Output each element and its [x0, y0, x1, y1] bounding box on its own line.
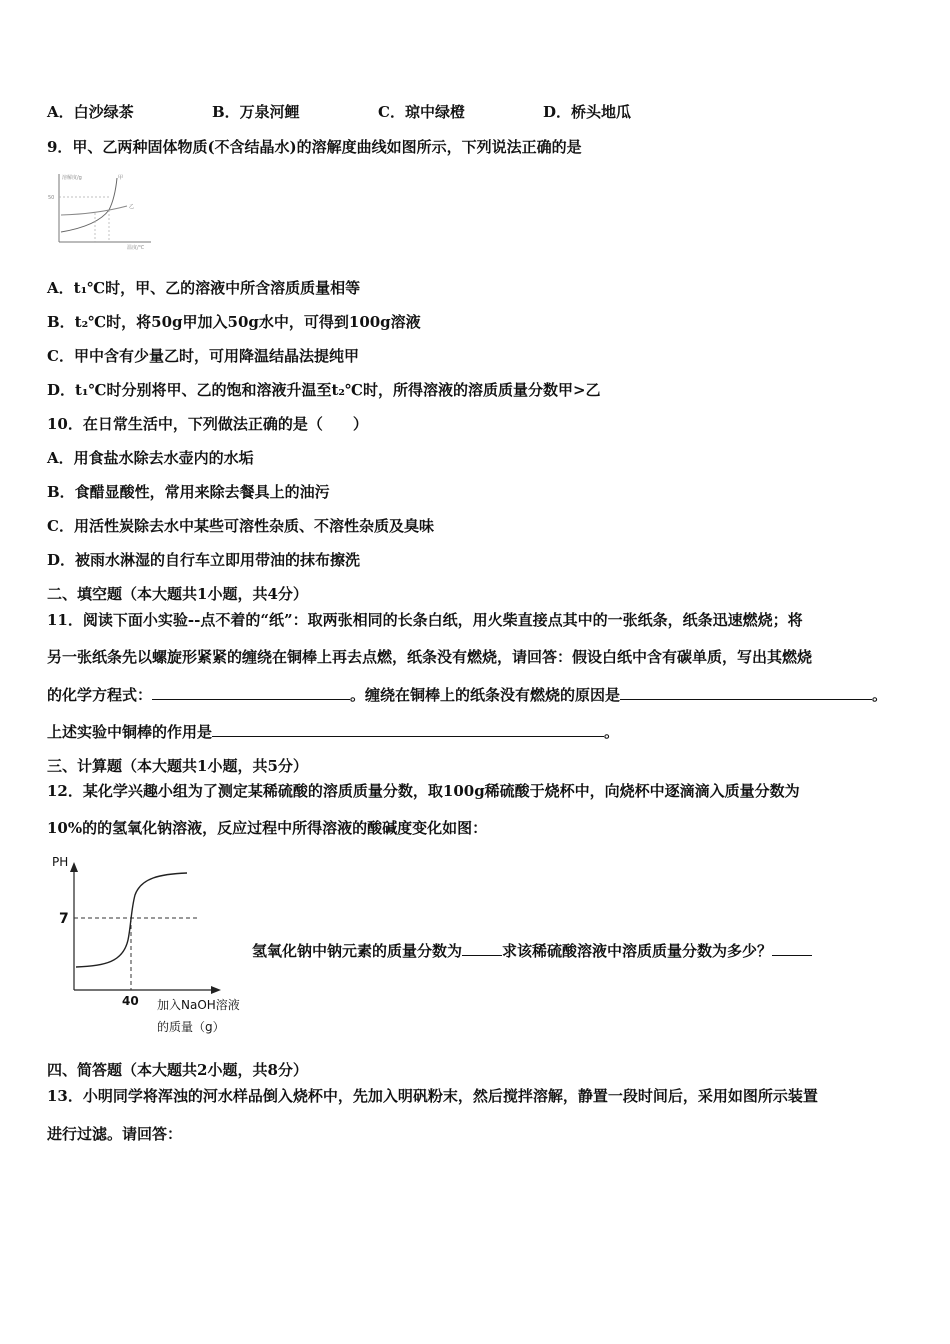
q10-option-c: C．用活性炭除去水中某些可溶性杂质、不溶性杂质及臭味 — [47, 517, 434, 535]
q11-reason-blank[interactable] — [620, 685, 872, 700]
q10-option-d: D．被雨水淋湿的自行车立即用带油的抹布擦洗 — [47, 551, 361, 569]
q9-option-b: B．t₂℃时，将50g甲加入50g水中，可得到100g溶液 — [47, 313, 421, 331]
q12-acid-fraction-blank[interactable] — [772, 941, 812, 956]
q11-line-3 — [47, 685, 887, 705]
q9-option-a: A．t₁℃时，甲、乙的溶液中所含溶质质量相等 — [47, 279, 361, 297]
q8-option-d: D．桥头地瓜 — [543, 103, 632, 121]
q12-question-a: 氢氧化钠中钠元素的质量分数为 — [252, 942, 463, 960]
ph-x-label-1: 加入NaOH溶液 — [157, 998, 240, 1012]
q12-question-b: 求该稀硫酸溶液中溶质质量分数为多少？ — [502, 942, 773, 960]
q9-option-d: D．t₁℃时分别将甲、乙的饱和溶液升温至t₂℃时，所得溶液的溶质质量分数甲>乙 — [47, 381, 601, 399]
solubility-curve-a — [61, 178, 117, 232]
q8-option-c: C．琼中绿橙 — [378, 103, 465, 121]
q9-option-c: C．甲中含有少量乙时，可用降温结晶法提纯甲 — [47, 347, 359, 365]
q11-line-4-prefix: 上述实验中铜棒的作用是 — [47, 723, 213, 741]
ph-y-tick: 7 — [59, 911, 69, 927]
section-calculation-title: 三、计算题（本大题共1小题，共5分） — [47, 757, 308, 775]
solubility-curve-b — [61, 206, 127, 215]
q11-line-3-end: 。 — [872, 686, 888, 704]
q12-sodium-fraction-blank[interactable] — [462, 941, 502, 956]
solubility-series-a: 甲 — [118, 175, 124, 181]
ph-y-axis-arrow — [70, 862, 78, 872]
q11-equation-blank[interactable] — [152, 685, 350, 700]
q10-option-a: A．用食盐水除去水壶内的水垢 — [47, 449, 254, 467]
q11-line-1: 11．阅读下面小实验--点不着的“纸”：取两张相同的长条白纸，用火柴直接点其中的一张纸条，纸条迅速燃烧；将 — [47, 611, 803, 629]
q9-stem: 9．甲、乙两种固体物质(不含结晶水)的溶解度曲线如图所示，下列说法正确的是 — [47, 138, 582, 156]
q8-option-b: B．万泉河鲤 — [212, 103, 300, 121]
q13-line-2: 进行过滤。请回答： — [47, 1125, 183, 1143]
q10-option-b: B．食醋显酸性，常用来除去餐具上的油污 — [47, 483, 330, 501]
solubility-chart — [47, 170, 157, 250]
ph-curve — [76, 873, 187, 967]
q10-stem: 10．在日常生活中，下列做法正确的是（ ） — [47, 415, 368, 433]
q12-question — [252, 941, 812, 961]
ph-x-axis-arrow — [211, 986, 221, 994]
ph-x-label-2: 的质量（g） — [157, 1020, 225, 1034]
q11-line-4 — [47, 722, 619, 742]
q8-option-a: A．白沙绿茶 — [47, 103, 134, 121]
ph-x-tick: 40 — [122, 994, 139, 1008]
q11-line-4-end: 。 — [604, 723, 620, 741]
ph-chart — [45, 850, 260, 1040]
solubility-x-label: 温度/℃ — [127, 245, 145, 250]
q13-line-1: 13．小明同学将浑浊的河水样品倒入烧杯中，先加入明矾粉末，然后搅拌溶解，静置一段时间后，采用如图所示装置 — [47, 1087, 818, 1105]
solubility-y-label: 溶解度/g — [62, 175, 82, 181]
q11-copper-role-blank[interactable] — [212, 722, 604, 737]
section-short-answer-title: 四、简答题（本大题共2小题，共8分） — [47, 1061, 308, 1079]
q11-line-3-middle: 。缠绕在铜棒上的纸条没有燃烧的原因是 — [350, 686, 621, 704]
q11-line-2: 另一张纸条先以螺旋形紧紧的缠绕在铜棒上再去点燃，纸条没有燃烧，请回答：假设白纸中含有碳单质，写出其燃烧 — [47, 648, 813, 666]
section-fill-in-title: 二、填空题（本大题共1小题，共4分） — [47, 585, 308, 603]
q12-line-2: 10%的的氢氧化钠溶液，反应过程中所得溶液的酸碱度变化如图： — [47, 819, 488, 837]
solubility-series-b: 乙 — [129, 204, 135, 210]
q11-line-3-prefix: 的化学方程式： — [47, 686, 153, 704]
solubility-y-tick: 50 — [48, 195, 55, 201]
ph-y-label: PH — [52, 855, 69, 869]
q12-line-1: 12．某化学兴趣小组为了测定某稀硫酸的溶质质量分数，取100g稀硫酸于烧杯中，向烧杯中逐滴滴入质量分数为 — [47, 782, 800, 800]
